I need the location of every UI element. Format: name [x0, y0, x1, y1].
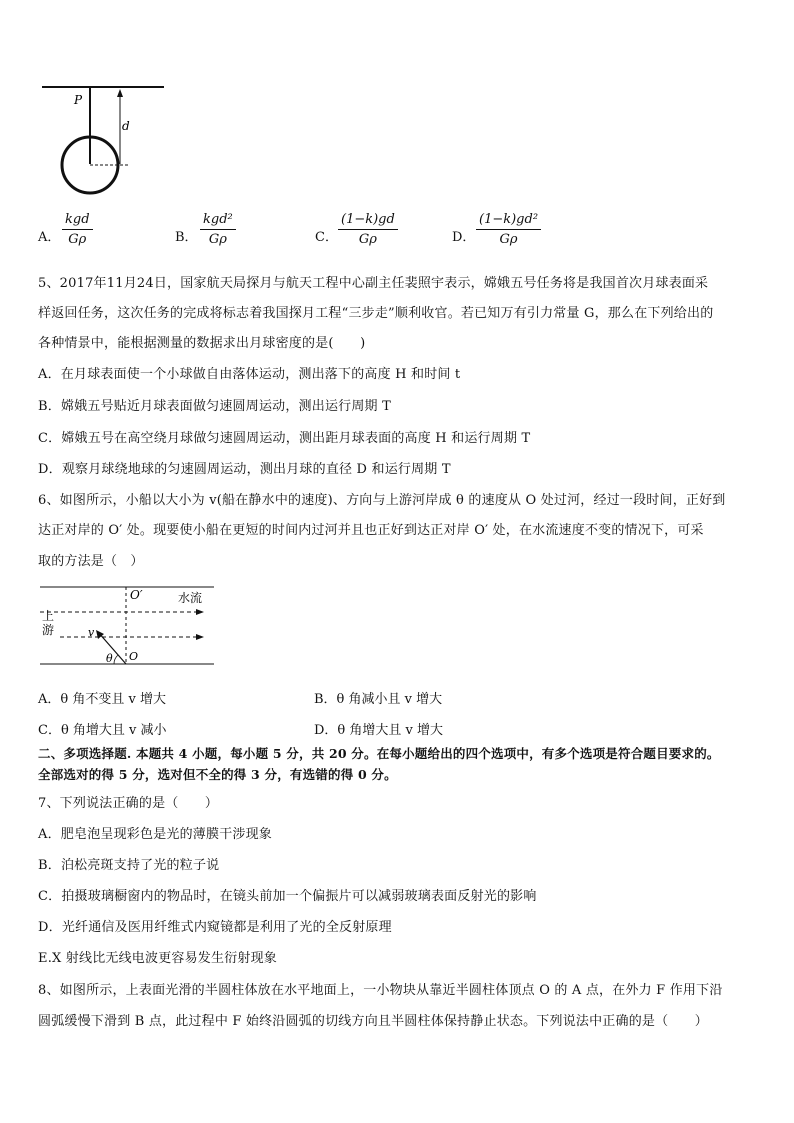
river-label-o-prime: O′ — [130, 588, 143, 602]
q4-option-a-denominator: Gρ — [68, 232, 87, 247]
q4-option-a-numerator: kgd — [62, 212, 93, 230]
q5-option-b: B．嫦娥五号贴近月球表面做匀速圆周运动，测出运行周期 T — [38, 399, 391, 414]
pendulum-figure — [38, 80, 168, 200]
q4-option-c-numerator: (1−k)gd — [338, 212, 398, 230]
river-label-v: v — [88, 626, 95, 639]
pendulum-label-d: d — [122, 119, 130, 133]
q6-option-c: C．θ 角增大且 v 减小 — [38, 723, 167, 738]
river-label-o: O — [129, 650, 139, 663]
q4-option-b-numerator: kgd² — [200, 212, 236, 230]
river-label-upstream-2: 游 — [42, 623, 55, 637]
q5-stem-line-3: 各种情景中，能根据测量的数据求出月球密度的是( ) — [38, 336, 366, 351]
q4-option-d-label: D． — [452, 230, 476, 245]
q6-stem-line-3: 取的方法是（ ） — [38, 554, 144, 569]
q4-option-b-denominator: Gρ — [208, 232, 227, 247]
q4-option-c-denominator: Gρ — [358, 232, 377, 247]
q5-option-c: C．嫦娥五号在高空绕月球做匀速圆周运动，测出距月球表面的高度 H 和运行周期 T — [38, 431, 531, 446]
q5-stem-line-2: 样返回任务，这次任务的完成将标志着我国探月工程“三步走”顺利收官。若已知万有引力常量 G，那么在下列给出的 — [38, 306, 714, 321]
q7-option-e: E.X 射线比无线电波更容易发生衍射现象 — [38, 951, 278, 966]
q5-stem-line-1: 5、2017年11月24日，国家航天局探月与航天工程中心副主任裴照宇表示，嫦娥五号任务将是我国首次月球表面采 — [38, 276, 709, 291]
river-label-upstream-1: 上 — [42, 609, 55, 623]
q6-stem-line-2: 达正对岸的 O′ 处。现要使小船在更短的时间内过河并且也正好到达正对岸 O′ 处，在水流速度不变的情况下，可采 — [38, 523, 704, 538]
q4-option-a-label: A． — [38, 230, 61, 245]
river-label-flow: 水流 — [178, 591, 203, 605]
q7-option-a: A．肥皂泡呈现彩色是光的薄膜干涉现象 — [38, 827, 272, 842]
q4-option-d-fraction — [476, 212, 541, 247]
q4-option-b-label: B． — [175, 230, 198, 245]
pendulum-label-p: P — [74, 93, 83, 107]
q7-option-d: D．光纤通信及医用纤维式内窥镜都是利用了光的全反射原理 — [38, 920, 392, 935]
section-2-line-2: 全部选对的得 5 分，选对但不全的得 3 分，有选错的得 0 分。 — [38, 767, 397, 782]
q4-option-a-fraction — [62, 212, 93, 247]
q4-option-b-fraction — [200, 212, 236, 247]
q6-option-d: D．θ 角增大且 v 增大 — [314, 723, 443, 738]
q7-option-b: B．泊松亮斑支持了光的粒子说 — [38, 858, 220, 873]
river-label-theta: θ — [106, 652, 113, 665]
section-2-line-1: 二、多项选择题. 本题共 4 小题，每小题 5 分，共 20 分。在每小题给出的四个选项中，有多个选项是符合题目要求的。 — [38, 746, 720, 761]
q8-stem-line-1: 8、如图所示，上表面光滑的半圆柱体放在水平地面上，一小物块从靠近半圆柱体顶点 O 的 A 点，在外力 F 作用下沿 — [38, 983, 723, 998]
river-figure — [38, 584, 218, 668]
q7-stem: 7、下列说法正确的是（ ） — [38, 796, 219, 811]
q6-option-a: A．θ 角不变且 v 增大 — [38, 692, 166, 707]
q5-option-a: A．在月球表面使一个小球做自由落体运动，测出落下的高度 H 和时间 t — [38, 367, 461, 382]
q4-option-c-label: C． — [315, 230, 338, 245]
q4-option-c-fraction — [338, 212, 398, 247]
q7-option-c: C．拍摄玻璃橱窗内的物品时，在镜头前加一个偏振片可以减弱玻璃表面反射光的影响 — [38, 889, 537, 904]
q6-stem-line-1: 6、如图所示，小船以大小为 v(船在静水中的速度)、方向与上游河岸成 θ 的速度从 O 处过河，经过一段时间，正好到 — [38, 493, 726, 508]
q5-option-d: D．观察月球绕地球的匀速圆周运动，测出月球的直径 D 和运行周期 T — [38, 462, 451, 477]
q8-stem-line-2: 圆弧缓慢下滑到 B 点，此过程中 F 始终沿圆弧的切线方向且半圆柱体保持静止状态。下列说法中正确的是（ ） — [38, 1014, 708, 1029]
q4-option-d-denominator: Gρ — [499, 232, 518, 247]
q6-option-b: B．θ 角减小且 v 增大 — [314, 692, 443, 707]
q4-option-d-numerator: (1−k)gd² — [476, 212, 541, 230]
